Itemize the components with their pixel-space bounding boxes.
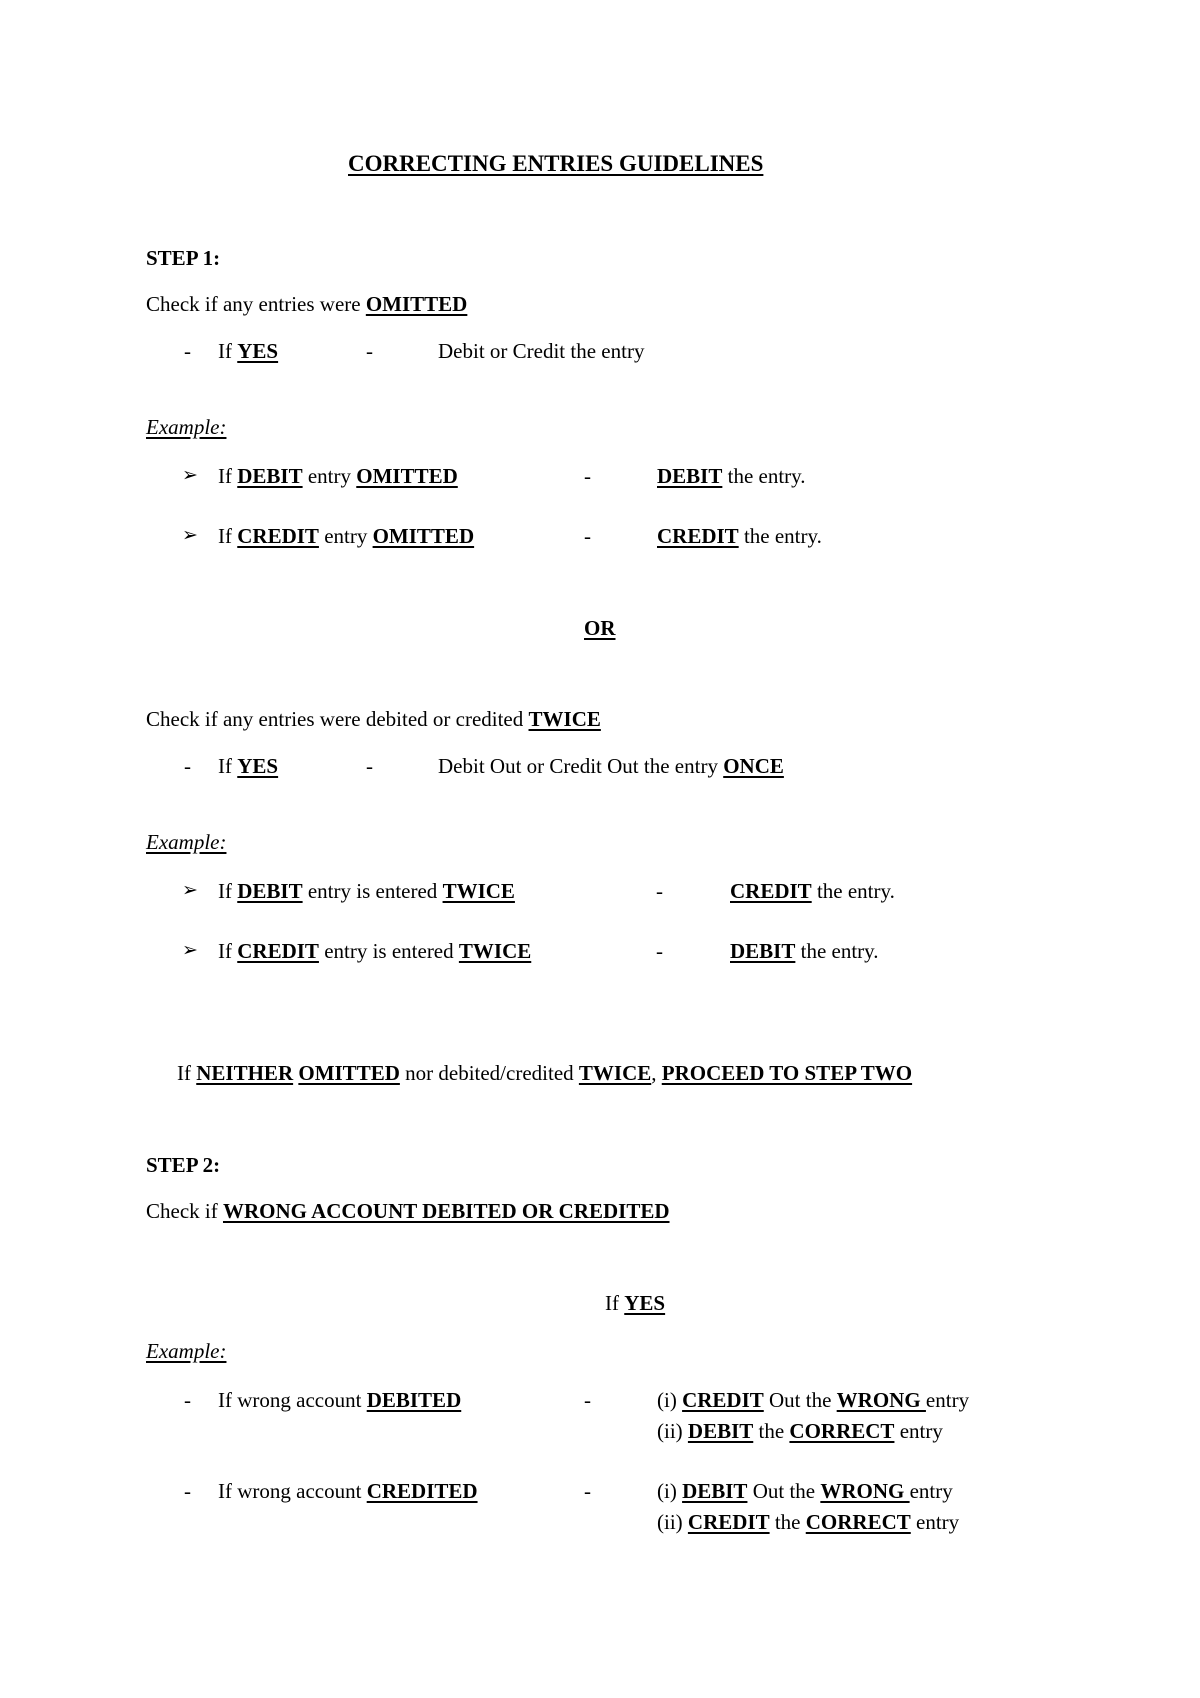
arrow-bullet-icon: ➢: [182, 879, 198, 901]
example-result: [657, 466, 806, 487]
if-word: If: [218, 879, 238, 903]
mid-text: entry is entered: [318, 939, 459, 963]
key-b: CORRECT: [789, 1419, 895, 1443]
if-word: If: [177, 1061, 197, 1085]
check-key: WRONG ACCOUNT DEBITED OR CREDITED: [222, 1199, 670, 1223]
proceed-line: [177, 1063, 912, 1084]
end: entry: [925, 1388, 970, 1412]
mid-text: entry is entered: [302, 879, 443, 903]
or-divider: [584, 618, 616, 639]
example-result: [657, 526, 822, 547]
case-key: CREDITED: [366, 1479, 478, 1503]
mid: Out the: [763, 1388, 837, 1412]
num: (i): [657, 1479, 683, 1503]
result-key: CREDIT: [730, 879, 812, 903]
case-step-i: [657, 1390, 969, 1411]
check-text: Check if: [146, 1199, 223, 1223]
example-sep: -: [656, 879, 663, 903]
arrow-bullet-icon: ➢: [182, 939, 198, 961]
result-text: the entry.: [811, 879, 895, 903]
key-word: TWICE: [458, 939, 532, 963]
mid: Out the: [747, 1479, 821, 1503]
step1-if2-yes: [218, 756, 278, 777]
mid-text: entry: [318, 524, 373, 548]
key-word: TWICE: [442, 879, 515, 903]
step1-check-twice: [146, 709, 601, 730]
num: (ii): [657, 1419, 688, 1443]
case-dash: -: [184, 1388, 191, 1412]
example-item: [218, 881, 515, 902]
mid: the: [753, 1419, 790, 1443]
step2-if-yes: [605, 1293, 665, 1314]
if-word: If: [218, 464, 238, 488]
key-a: DEBIT: [682, 1479, 748, 1503]
arrow-bullet-icon: ➢: [182, 524, 198, 546]
if-word: If: [218, 339, 238, 363]
num: (ii): [657, 1510, 688, 1534]
step1-check-omitted: [146, 294, 467, 315]
result-text: the entry.: [738, 524, 822, 548]
if-word: If: [218, 524, 238, 548]
once-word: ONCE: [723, 754, 784, 778]
key-a: CREDIT: [687, 1510, 770, 1534]
step1-heading: STEP 1:: [146, 246, 221, 270]
step1-if2-action: [438, 756, 784, 777]
example-label: Example:: [146, 830, 227, 854]
check-text: Check if any entries were: [146, 292, 366, 316]
step1-if-yes: [218, 341, 278, 362]
num: (i): [657, 1388, 683, 1412]
end: entry: [894, 1419, 943, 1443]
step1-if-action: Debit or Credit the entry: [438, 339, 645, 363]
example-result: [730, 941, 879, 962]
example-result: [730, 881, 895, 902]
mid: the: [769, 1510, 806, 1534]
case-sep: -: [584, 1388, 591, 1412]
key-word: CREDIT: [237, 939, 319, 963]
step1-if2-sep: -: [366, 754, 373, 778]
case-sep: -: [584, 1479, 591, 1503]
example-sep: -: [656, 939, 663, 963]
example-item: [218, 941, 531, 962]
case-key: DEBITED: [366, 1388, 462, 1412]
arrow-bullet-icon: ➢: [182, 464, 198, 486]
key-b: CORRECT: [805, 1510, 911, 1534]
if-word: If: [218, 754, 238, 778]
result-key: CREDIT: [657, 524, 739, 548]
result-text: the entry.: [722, 464, 806, 488]
action-text: Debit Out or Credit Out the entry: [438, 754, 724, 778]
case-label: If wrong account: [218, 1388, 367, 1412]
if-word: If: [218, 939, 238, 963]
case-step-i: [657, 1481, 953, 1502]
step2-check: [146, 1201, 670, 1222]
omitted-word: OMITTED: [298, 1061, 400, 1085]
end: entry: [910, 1510, 960, 1534]
case-label: If wrong account: [218, 1479, 367, 1503]
example-sep: -: [584, 464, 591, 488]
if-word: If: [605, 1291, 625, 1315]
case-step-ii: [657, 1421, 943, 1442]
key-word: DEBIT: [237, 464, 303, 488]
case-dash: -: [184, 1479, 191, 1503]
step1-if2-dash: -: [184, 754, 191, 778]
key-word: CREDIT: [237, 524, 319, 548]
key-a: DEBIT: [687, 1419, 754, 1443]
example-label: Example:: [146, 1339, 227, 1363]
key-b: WRONG: [820, 1479, 910, 1503]
page-title: CORRECTING ENTRIES GUIDELINES: [348, 151, 764, 176]
case-text: [218, 1390, 461, 1411]
mid-text: entry: [302, 464, 357, 488]
comma: ,: [651, 1061, 662, 1085]
example-item: [218, 466, 458, 487]
check-key: OMITTED: [365, 292, 468, 316]
check-text: Check if any entries were debited or credited: [146, 707, 529, 731]
mid-text: nor debited/credited: [399, 1061, 579, 1085]
or-word: OR: [584, 616, 616, 640]
neither-word: NEITHER: [196, 1061, 294, 1085]
key-b: WRONG: [836, 1388, 926, 1412]
example-label: Example:: [146, 415, 227, 439]
result-text: the entry.: [795, 939, 879, 963]
yes-word: YES: [624, 1291, 666, 1315]
proceed-step-two: PROCEED TO STEP TWO: [661, 1061, 913, 1085]
end: entry: [909, 1479, 953, 1503]
case-text: [218, 1481, 478, 1502]
key-word: OMITTED: [356, 464, 458, 488]
example-item: [218, 526, 474, 547]
check-key: TWICE: [528, 707, 601, 731]
step1-if-sep: -: [366, 339, 373, 363]
step1-if-dash: -: [184, 339, 191, 363]
key-word: DEBIT: [237, 879, 303, 903]
result-key: DEBIT: [657, 464, 723, 488]
twice-word: TWICE: [578, 1061, 652, 1085]
yes-word: YES: [237, 339, 279, 363]
key-a: CREDIT: [682, 1388, 764, 1412]
case-step-ii: [657, 1512, 959, 1533]
yes-word: YES: [237, 754, 279, 778]
result-key: DEBIT: [730, 939, 796, 963]
key-word: OMITTED: [372, 524, 475, 548]
example-sep: -: [584, 524, 591, 548]
step2-heading: STEP 2:: [146, 1153, 221, 1177]
